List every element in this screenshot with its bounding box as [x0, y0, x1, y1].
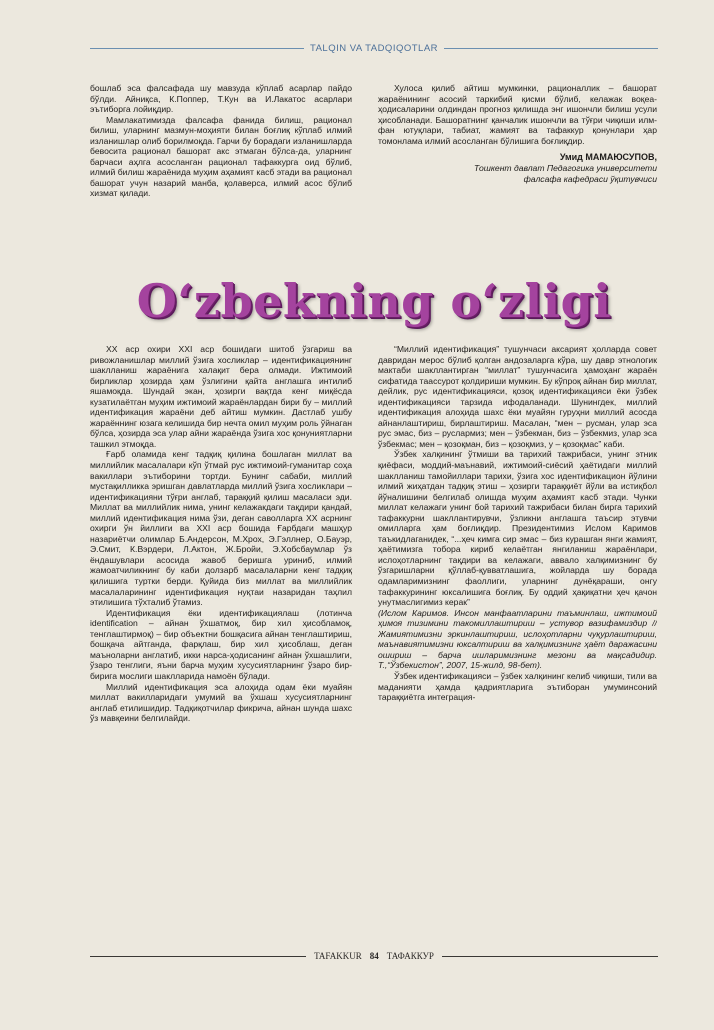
- paragraph: Хулоса қилиб айтиш мумкинки, рационаллик – башорат жараёнининг асосий таркибий қисми бўлиб, келажак воқеа-ҳодисаларини олдиндан прогноз қилишда энг ишончли билиш усули ҳисобланади. Башоратнинг қанчалик ишончли ва тўғри чиқиши илм-фан ютуқлари, табиат, жамият ва тафаккур қонунлари ҳар томонлама илмий асосланган бўлишига боғлиқдир.: [378, 83, 657, 146]
- article-title: O‘zbekning o‘zligi: [136, 274, 612, 328]
- page-footer: [90, 948, 658, 964]
- footer-magazine-latin: TAFAKKUR: [314, 951, 362, 961]
- paragraph: Миллий идентификация эса алоҳида одам ёки муайян миллат вакилларидаги умумий ва ўхшаш хусусиятларнинг англаб етилишидир. Тадқиқотчилар фикрича, айнан шунда шахс ўз мавқеини белгилайди.: [90, 681, 352, 724]
- top-right-column: [378, 83, 657, 185]
- paragraph: Идентификация ёки идентификациялаш (лотинча identification – айнан ўхшатмоқ, бир хил ҳисобламоқ, тенглаштирмоқ) – бир объектни бошқасига айнан тенглаштириш, бошқача айтганда, фарқлаш, бир хил ҳисоблаш, деган маъноларни англатиб, икки нарса-ҳодисанинг айнан ўхшашлиги, ўзаро тенглиги, яъни барча муҳим хусусиятларнинг ўзаро бир-бирига мослиги шаклларида намоён бўлади.: [90, 607, 352, 681]
- author-affiliation-line1: Тошкент давлат Педагогика университети: [473, 162, 657, 173]
- paragraph: Ўзбек идентификацияси – ўзбек халқининг келиб чиқиши, тили ва маданияти ҳамда қадриятларига эътиборан умуминсоний тараққиётга интеграция-: [378, 670, 657, 703]
- paragraph: Ўзбек халқининг ўтмиши ва тарихий тажрибаси, унинг этник қиёфаси, моддий-маънавий, ижтимоий-сиёсий ҳаётидаги миллий шаклланиш тамойиллари тарихи, ўзига хос идентификацион йўлини илмий жиҳатдан тадқиқ этиш – ҳозирги тараққиёт йўли ва истиқбол йўналишини белгилаб олишда муҳим аҳамият касб этади. Чунки миллат келажаги унинг бой тарихий тажрибаси билан бирга тарихий тафаккурни шакллантирувчи, ўзликни англашга таъсир этувчи омилларга ҳам боғлиқдир. Президентимиз Ислом Каримов таъкидлаганидек, “...ҳеч кимга сир эмас – биз курашган янги жамият, ҳаётимизга тобора кириб келаётган янгиланиш жараёнлари, ислоҳотларнинг тақдири ва келажаги, аввало халқимизнинг бу ўзгаришларни қўллаб-қувватлашига, жойларда шу борада одамларимизнинг фаоллиги, уларнинг дунёқараши, онгу тафаккурининг юксалишига боғлиқ. Бу оддий ҳақиқатни ҳеч қачон унутмаслигимиз керак”: [378, 449, 657, 608]
- signature-block: [378, 152, 657, 185]
- paragraph: бошлаб эса фалсафада шу мавзуда кўплаб асарлар пайдо бўлди. Айниқса, К.Поппер, Т.Кун ва И.Лакатос асарлари эътиборга лойиқдир.: [90, 83, 352, 115]
- paragraph: Мамлакатимизда фалсафа фанида билиш, рационал билиш, уларнинг мазмун-моҳияти билан боғлиқ кўплаб илмий изланишлар олиб борилмоқда. Гарчи бу борадаги изланишларда бевосита рационал башорат акс этмаган бўлса-да, уларнинг барчаси аҳлга асосланган рационал тафаккурга оид бўлиб, илмий билиш жараёнида муҳим аҳамият касб этади ва рационал башорат учун назарий манба, қолаверса, илмий асос бўлиб хизмат қилади.: [90, 114, 352, 199]
- citation-quote: (Ислом Каримов. Инсон манфаатларини таъминлаш, ижтимоий ҳимоя тизимини такомиллаштириш – устувор вазифамиздир // Жамиятимизни эркинлаштириш, ислоҳотларни чуқурлаштириш, маънавиятимизни юксалтириш ва халқимизнинг ҳаёт даражасини ошириш – барча ишларимизнинг мезони ва мақсадидир. Т.,“Ўзбекистон”, 2007, 15-жилд, 98-бет).: [378, 607, 657, 671]
- article-right-column: [378, 344, 657, 939]
- article-left-column: [90, 344, 352, 939]
- paragraph: XX аср охири XXI аср бошидаги шитоб ўзгариш ва ривожланишлар миллий ўзига хосликлар – идентификациянинг шаклланиш жараёнига халақит бера олмади. Ижтимоий бирликлар ҳозирда ҳам ўзлигини қайта англашга интилиб яшамоқда. Шундай экан, ҳозирги вақтда кенг миқёсда кузатилаётган муҳим ижтимоий жараёнлардан бири бу – миллий идентификация жараёни деб айтиш мумкин. Дастлаб ушбу жараённинг юзага келишида бир нечта омил муҳим роль ўйнаган бўлса, ҳозирда эса улар айни жараёнда ўзига хос қонуниятларни ташкил этмоқда.: [90, 344, 352, 449]
- header-rule-left: [90, 48, 304, 49]
- header-rule-right: [444, 48, 658, 49]
- footer-magazine-cyrillic: ТАФАККУР: [386, 951, 434, 961]
- article-banner: [90, 266, 658, 336]
- paragraph: Ғарб оламида кенг тадқиқ қилина бошлаган миллат ва миллийлик масалалари кўп ўтмай рус ижтимоий-гуманитар соҳа вакиллари эътиборини тортди. Бунинг сабаби, миллий мустақилликка эришган давлатларда миллий ўзига хосликлари – идентификацияни тўғри англаб, тараққий қилиш масаласи эди. Миллат ва миллийлик нима, унинг келажакдаги тақдири қандай, миллий идентификация нима ўзи, деган саволларга XX асрнинг охирги ўн йиллиги ва XXI аср бошида Ғарбдаги машҳур назариётчи олимлар Б.Андерсон, М.Хрох, Э.Гэллнер, О.Бауэр, Э.Смит, К.Вэрдери, Л.Актон, Ж.Бройи, Э.Хобсбаумлар ўз ёндашувлари асосида жавоб беришга уриниб, илмий жамоатчиликнинг бу каби долзарб масалаларни кенг тадқиқ қилишига туртки берди. Қуйида биз миллат ва миллийлик масалаларининг идентификация нуқтаи назаридан таҳлил этилишига тўхталиб ўтамиз.: [90, 449, 352, 608]
- paragraph: “Миллий идентификация” тушунчаси аксарият ҳолларда совет давридан мерос бўлиб қолган андозаларга кўра, шу давр этнологик мактаби шакллантирган “миллат” тушунчасига ҳамоҳанг жараён сифатида тааcсурот қолдириши мумкин. Бу кўпроқ айнан бир миллат, дейлик, рус идентификацияси, қозоқ идентификацияси ёки ўзбек идентификацияси тарзида ифодаланади. Шунингдек, миллий идентификация алоҳида шахс ёки муайян гуруҳни миллий асосда айнанлаштириш, бирлаштириш. Масалан, “мен – русман, улар эса рус эмас, биз – руслармиз; мен – ўзбекман, биз – ўзбекмиз, улар эса ўзбекмас; мен – қозоқман, биз – қозоқмиз, у – қозоқмас” каби.: [378, 344, 657, 449]
- footer-rule-left: [90, 956, 306, 957]
- author-name: Умид МАМАЮСУПОВ,: [559, 152, 657, 163]
- section-title: TALQIN VA TADQIQOTLAR: [309, 42, 439, 54]
- page-number: 84: [369, 951, 379, 961]
- footer-rule-right: [442, 956, 658, 957]
- author-affiliation-line2: фалсафа кафедраси ўқитувчиси: [523, 173, 657, 184]
- running-header: [90, 40, 658, 56]
- top-left-column: [90, 83, 352, 199]
